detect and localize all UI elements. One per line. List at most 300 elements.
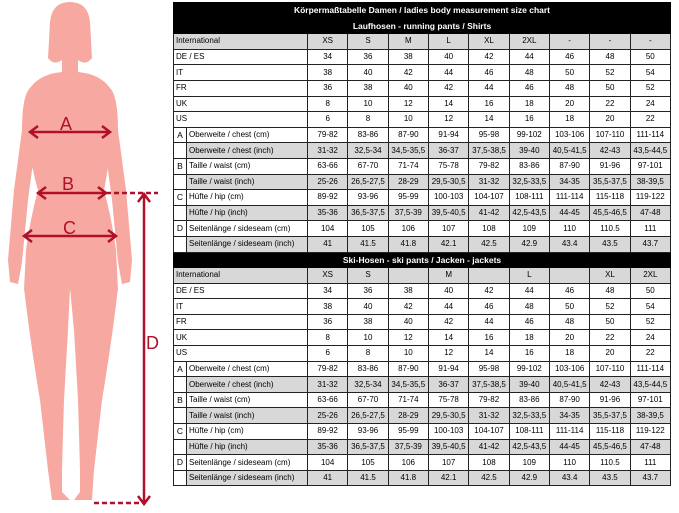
size-cell: - [630, 34, 670, 50]
value-cell: 100-103 [428, 424, 468, 440]
value-cell: 20 [549, 96, 589, 112]
value-cell: 42 [469, 283, 509, 299]
measurement-row [174, 361, 671, 377]
value-cell: 99-102 [509, 127, 549, 143]
value-cell: 103-106 [549, 127, 589, 143]
measure-label: Taille / waist (cm) [187, 392, 308, 408]
value-cell: 37,5-38,5 [469, 143, 509, 159]
value-cell: 91-96 [590, 392, 630, 408]
value-cell: 41-42 [469, 205, 509, 221]
measure-label: Seitenlänge / sideseam (inch) [187, 236, 308, 252]
value-cell: 50 [590, 80, 630, 96]
value-cell: 111-114 [549, 424, 589, 440]
value-cell: 42.9 [509, 236, 549, 252]
value-cell: 42 [428, 80, 468, 96]
value-cell: 52 [590, 65, 630, 81]
value-cell: 36-37 [428, 377, 468, 393]
value-cell: 110.5 [590, 221, 630, 237]
value-cell: 8 [308, 330, 348, 346]
value-cell: 44 [428, 65, 468, 81]
value-cell: 43.5 [590, 470, 630, 486]
value-cell: 26,5-27,5 [348, 174, 388, 190]
value-cell: 16 [469, 96, 509, 112]
international-size-row [174, 268, 671, 284]
value-cell: 93-96 [348, 424, 388, 440]
value-cell: 119-122 [630, 424, 670, 440]
value-cell: 35-36 [308, 439, 348, 455]
measurement-row [174, 127, 671, 143]
country-row [174, 49, 671, 65]
value-cell: 104-107 [469, 424, 509, 440]
measurement-row [174, 439, 671, 455]
size-table [173, 2, 671, 486]
value-cell: 22 [630, 346, 670, 362]
value-cell: 46 [469, 65, 509, 81]
value-cell: 16 [469, 330, 509, 346]
value-cell: 38-39,5 [630, 174, 670, 190]
value-cell: 38 [388, 283, 428, 299]
value-cell: 91-94 [428, 127, 468, 143]
size-chart [173, 2, 671, 486]
size-cell: L [509, 268, 549, 284]
value-cell: 38-39,5 [630, 408, 670, 424]
row-label: US [174, 112, 308, 128]
value-cell: 100-103 [428, 190, 468, 206]
value-cell: 14 [428, 96, 468, 112]
value-cell: 31-32 [308, 143, 348, 159]
value-cell: 67-70 [348, 158, 388, 174]
value-cell: 97-101 [630, 392, 670, 408]
country-row [174, 283, 671, 299]
value-cell: 8 [348, 112, 388, 128]
value-cell: 111 [630, 221, 670, 237]
value-cell: 39-40 [509, 377, 549, 393]
value-cell: 22 [630, 112, 670, 128]
value-cell: 18 [549, 346, 589, 362]
country-row [174, 96, 671, 112]
value-cell: 24 [630, 96, 670, 112]
value-cell: 52 [630, 80, 670, 96]
value-cell: 104 [308, 221, 348, 237]
measurement-row [174, 143, 671, 159]
value-cell: 99-102 [509, 361, 549, 377]
value-cell: 10 [348, 96, 388, 112]
value-cell: 110.5 [590, 455, 630, 471]
value-cell: 38 [308, 299, 348, 315]
row-label: DE / ES [174, 283, 308, 299]
body-figure [0, 0, 172, 513]
value-cell: 111-114 [549, 190, 589, 206]
value-cell: 107 [428, 455, 468, 471]
value-cell: 6 [308, 112, 348, 128]
value-cell: 63-66 [308, 158, 348, 174]
label-a: A [60, 114, 73, 134]
value-cell: 41.5 [348, 236, 388, 252]
value-cell: 54 [630, 65, 670, 81]
value-cell: 46 [509, 80, 549, 96]
value-cell: 45,5-46,5 [590, 439, 630, 455]
value-cell: 110 [549, 221, 589, 237]
value-cell: 10 [388, 346, 428, 362]
value-cell: 46 [549, 49, 589, 65]
value-cell: 109 [509, 455, 549, 471]
value-cell: 42,5-43,5 [509, 439, 549, 455]
value-cell: 44-45 [549, 439, 589, 455]
label-b: B [62, 174, 75, 194]
value-cell: 12 [428, 346, 468, 362]
value-cell: 87-90 [549, 392, 589, 408]
value-cell: 50 [590, 314, 630, 330]
size-cell [549, 268, 589, 284]
row-label: International [174, 34, 308, 50]
value-cell: 38 [308, 65, 348, 81]
value-cell: 34 [308, 283, 348, 299]
value-cell: 18 [549, 112, 589, 128]
value-cell: 42-43 [590, 143, 630, 159]
row-label: FR [174, 80, 308, 96]
value-cell: 95-98 [469, 127, 509, 143]
value-cell: 47-48 [630, 205, 670, 221]
measure-letter-blank [174, 439, 187, 455]
value-cell: 36 [308, 314, 348, 330]
value-cell: 32,5-34 [348, 377, 388, 393]
row-label: US [174, 346, 308, 362]
value-cell: 16 [509, 112, 549, 128]
measure-letter: D [174, 221, 187, 237]
value-cell: 43,5-44,5 [630, 143, 670, 159]
value-cell: 44-45 [549, 205, 589, 221]
value-cell: 26,5-27,5 [348, 408, 388, 424]
value-cell: 46 [469, 299, 509, 315]
silhouette [8, 2, 132, 500]
measurement-row [174, 392, 671, 408]
measure-letter: B [174, 392, 187, 408]
international-size-row [174, 34, 671, 50]
value-cell: 36-37 [428, 143, 468, 159]
value-cell: 8 [308, 96, 348, 112]
measure-letter-blank [174, 205, 187, 221]
value-cell: 32,5-33,5 [509, 174, 549, 190]
value-cell: 89-92 [308, 424, 348, 440]
row-label: UK [174, 96, 308, 112]
value-cell: 71-74 [388, 158, 428, 174]
value-cell: 109 [509, 221, 549, 237]
size-cell: 2XL [630, 268, 670, 284]
value-cell: 42 [469, 49, 509, 65]
value-cell: 10 [388, 112, 428, 128]
value-cell: 95-99 [388, 424, 428, 440]
value-cell: 16 [509, 346, 549, 362]
value-cell: 35,5-37,5 [590, 408, 630, 424]
value-cell: 42.1 [428, 236, 468, 252]
measure-label: Hüfte / hip (cm) [187, 424, 308, 440]
value-cell: 79-82 [469, 392, 509, 408]
value-cell: 32,5-33,5 [509, 408, 549, 424]
value-cell: 48 [509, 65, 549, 81]
value-cell: 34,5-35,5 [388, 143, 428, 159]
value-cell: 107-110 [590, 127, 630, 143]
measure-label: Hüfte / hip (inch) [187, 205, 308, 221]
value-cell: 31-32 [469, 408, 509, 424]
value-cell: 87-90 [549, 158, 589, 174]
value-cell: 50 [630, 49, 670, 65]
value-cell: 8 [348, 346, 388, 362]
value-cell: 115-118 [590, 424, 630, 440]
value-cell: 42.1 [428, 470, 468, 486]
value-cell: 29,5-30,5 [428, 174, 468, 190]
value-cell: 79-82 [469, 158, 509, 174]
value-cell: 97-101 [630, 158, 670, 174]
value-cell: 47-48 [630, 439, 670, 455]
value-cell: 31-32 [469, 174, 509, 190]
value-cell: 20 [590, 346, 630, 362]
measure-label: Taille / waist (cm) [187, 158, 308, 174]
value-cell: 38 [348, 80, 388, 96]
value-cell: 39,5-40,5 [428, 439, 468, 455]
measure-letter-blank [174, 174, 187, 190]
value-cell: 40 [348, 65, 388, 81]
value-cell: 25-26 [308, 174, 348, 190]
country-row [174, 346, 671, 362]
value-cell: 48 [509, 299, 549, 315]
value-cell: 28-29 [388, 174, 428, 190]
value-cell: 43.4 [549, 470, 589, 486]
label-d: D [146, 333, 159, 353]
value-cell: 38 [348, 314, 388, 330]
value-cell: 52 [630, 314, 670, 330]
value-cell: 106 [388, 221, 428, 237]
value-cell: 108 [469, 455, 509, 471]
measurement-row [174, 190, 671, 206]
value-cell: 119-122 [630, 190, 670, 206]
measurement-row [174, 174, 671, 190]
measure-label: Taille / waist (inch) [187, 408, 308, 424]
measure-letter: C [174, 190, 187, 206]
size-cell: L [428, 34, 468, 50]
row-label: FR [174, 314, 308, 330]
value-cell: 107-110 [590, 361, 630, 377]
value-cell: 83-86 [509, 158, 549, 174]
value-cell: 14 [469, 346, 509, 362]
value-cell: 95-99 [388, 190, 428, 206]
measure-letter: A [174, 361, 187, 377]
value-cell: 44 [428, 299, 468, 315]
value-cell: 83-86 [509, 392, 549, 408]
measurement-row [174, 470, 671, 486]
value-cell: 29,5-30,5 [428, 408, 468, 424]
value-cell: 91-94 [428, 361, 468, 377]
value-cell: 38 [388, 49, 428, 65]
value-cell: 42 [388, 299, 428, 315]
value-cell: 95-98 [469, 361, 509, 377]
value-cell: 46 [509, 314, 549, 330]
value-cell: 42,5-43,5 [509, 205, 549, 221]
value-cell: 12 [388, 330, 428, 346]
size-cell: S [348, 268, 388, 284]
measurement-row [174, 236, 671, 252]
size-cell: 2XL [509, 34, 549, 50]
size-cell [388, 268, 428, 284]
value-cell: 111-114 [630, 127, 670, 143]
value-cell: 42 [428, 314, 468, 330]
value-cell: 42.5 [469, 470, 509, 486]
value-cell: 50 [549, 65, 589, 81]
value-cell: 107 [428, 221, 468, 237]
country-row [174, 299, 671, 315]
value-cell: 42-43 [590, 377, 630, 393]
row-label: IT [174, 299, 308, 315]
value-cell: 20 [549, 330, 589, 346]
value-cell: 39,5-40,5 [428, 205, 468, 221]
measure-label: Hüfte / hip (inch) [187, 439, 308, 455]
value-cell: 34-35 [549, 174, 589, 190]
value-cell: 18 [509, 330, 549, 346]
country-row [174, 314, 671, 330]
value-cell: 41.8 [388, 470, 428, 486]
size-cell: M [428, 268, 468, 284]
value-cell: 40 [348, 299, 388, 315]
value-cell: 44 [469, 314, 509, 330]
value-cell: 79-82 [308, 361, 348, 377]
value-cell: 48 [590, 49, 630, 65]
value-cell: 25-26 [308, 408, 348, 424]
size-cell: - [549, 34, 589, 50]
value-cell: 34-35 [549, 408, 589, 424]
value-cell: 41 [308, 236, 348, 252]
value-cell: 115-118 [590, 190, 630, 206]
size-cell: S [348, 34, 388, 50]
label-c: C [63, 218, 76, 238]
value-cell: 40,5-41,5 [549, 377, 589, 393]
measure-letter: C [174, 424, 187, 440]
country-row [174, 65, 671, 81]
measurement-row [174, 408, 671, 424]
value-cell: 75-78 [428, 392, 468, 408]
row-label: IT [174, 65, 308, 81]
row-label: International [174, 268, 308, 284]
value-cell: 48 [590, 283, 630, 299]
value-cell: 28-29 [388, 408, 428, 424]
value-cell: 46 [549, 283, 589, 299]
table-subtitle-row [174, 18, 671, 34]
measure-letter: D [174, 455, 187, 471]
value-cell: 36 [348, 283, 388, 299]
value-cell: 41.5 [348, 470, 388, 486]
measure-label: Oberweite / chest (cm) [187, 361, 308, 377]
size-cell: XL [590, 268, 630, 284]
value-cell: 35,5-37,5 [590, 174, 630, 190]
measure-letter: B [174, 158, 187, 174]
value-cell: 37,5-39 [388, 205, 428, 221]
measure-letter-blank [174, 377, 187, 393]
value-cell: 40 [428, 283, 468, 299]
size-cell: M [388, 34, 428, 50]
value-cell: 44 [469, 80, 509, 96]
value-cell: 40,5-41,5 [549, 143, 589, 159]
value-cell: 10 [348, 330, 388, 346]
measure-label: Seitenlänge / sideseam (inch) [187, 470, 308, 486]
measurement-row [174, 377, 671, 393]
value-cell: 75-78 [428, 158, 468, 174]
value-cell: 111-114 [630, 361, 670, 377]
value-cell: 12 [428, 112, 468, 128]
value-cell: 40 [388, 314, 428, 330]
value-cell: 36 [308, 80, 348, 96]
value-cell: 43.4 [549, 236, 589, 252]
value-cell: 50 [630, 283, 670, 299]
measure-label: Oberweite / chest (inch) [187, 377, 308, 393]
value-cell: 40 [428, 49, 468, 65]
size-cell: XL [469, 34, 509, 50]
measure-label: Oberweite / chest (inch) [187, 143, 308, 159]
value-cell: 67-70 [348, 392, 388, 408]
size-cell: XS [308, 268, 348, 284]
value-cell: 105 [348, 455, 388, 471]
value-cell: 71-74 [388, 392, 428, 408]
country-row [174, 112, 671, 128]
value-cell: 108-111 [509, 190, 549, 206]
row-label: DE / ES [174, 49, 308, 65]
table-title-row [174, 3, 671, 19]
measure-letter-blank [174, 408, 187, 424]
measure-label: Seitenlänge / sideseam (cm) [187, 455, 308, 471]
value-cell: 45,5-46,5 [590, 205, 630, 221]
value-cell: 42.9 [509, 470, 549, 486]
measurement-row [174, 205, 671, 221]
value-cell: 42 [388, 65, 428, 81]
measurement-row [174, 455, 671, 471]
size-cell [469, 268, 509, 284]
value-cell: 79-82 [308, 127, 348, 143]
value-cell: 24 [630, 330, 670, 346]
value-cell: 35-36 [308, 205, 348, 221]
value-cell: 93-96 [348, 190, 388, 206]
value-cell: 91-96 [590, 158, 630, 174]
value-cell: 37,5-39 [388, 439, 428, 455]
value-cell: 106 [388, 455, 428, 471]
value-cell: 43.7 [630, 470, 670, 486]
value-cell: 43.7 [630, 236, 670, 252]
value-cell: 42.5 [469, 236, 509, 252]
value-cell: 41.8 [388, 236, 428, 252]
value-cell: 89-92 [308, 190, 348, 206]
table-title: Körpermaßtabelle Damen / ladies body measurement size chart [174, 3, 671, 19]
country-row [174, 80, 671, 96]
table-title-row [174, 252, 671, 268]
row-label: UK [174, 330, 308, 346]
measure-letter-blank [174, 236, 187, 252]
value-cell: 50 [549, 299, 589, 315]
value-cell: 54 [630, 299, 670, 315]
measurement-row [174, 158, 671, 174]
country-row [174, 330, 671, 346]
value-cell: 40 [388, 80, 428, 96]
measure-label: Taille / waist (inch) [187, 174, 308, 190]
value-cell: 31-32 [308, 377, 348, 393]
value-cell: 108-111 [509, 424, 549, 440]
size-cell: XS [308, 34, 348, 50]
value-cell: 103-106 [549, 361, 589, 377]
value-cell: 20 [590, 112, 630, 128]
value-cell: 87-90 [388, 127, 428, 143]
value-cell: 44 [509, 283, 549, 299]
value-cell: 105 [348, 221, 388, 237]
value-cell: 104-107 [469, 190, 509, 206]
value-cell: 18 [509, 96, 549, 112]
value-cell: 37,5-38,5 [469, 377, 509, 393]
value-cell: 22 [590, 330, 630, 346]
value-cell: 104 [308, 455, 348, 471]
